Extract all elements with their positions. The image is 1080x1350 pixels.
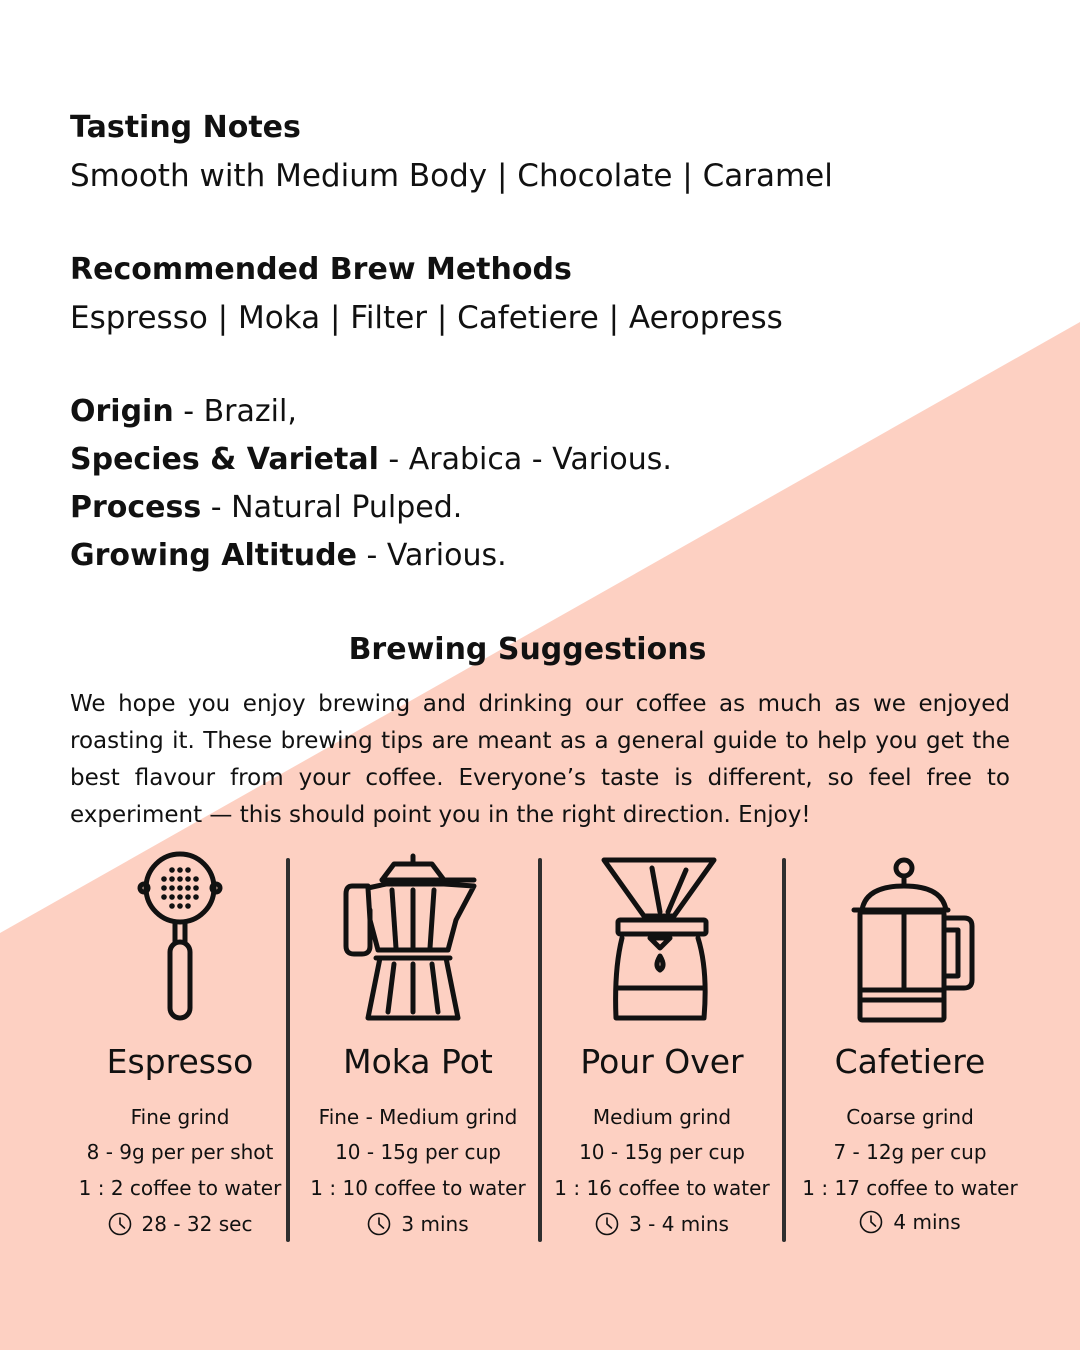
detail-value: - Arabica - Various. [378,442,672,477]
method-pour-over [542,850,782,1250]
method-time-row [542,1211,782,1237]
method-name: Pour Over [580,1042,744,1081]
detail-process [70,490,462,526]
method-ratio: 1 : 17 coffee to water [802,1176,1018,1200]
method-grind: Fine - Medium grind [318,1105,518,1129]
pour-over-icon [542,850,782,1030]
brewing-heading: Brewing Suggestions [348,632,707,667]
method-ratio: 1 : 16 coffee to water [554,1176,770,1200]
method-cafetiere [790,850,1030,1250]
method-time-row [298,1211,538,1237]
method-dose: 7 - 12g per cup [833,1140,987,1164]
tasting-notes-value: Smooth with Medium Body | Chocolate | Caramel [70,158,833,194]
method-grind: Fine grind [130,1105,230,1129]
brew-methods-heading: Recommended Brew Methods [70,252,572,287]
method-grind: Medium grind [592,1105,732,1129]
brew-methods-value: Espresso | Moka | Filter | Cafetiere | Aeropress [70,300,783,336]
method-name: Espresso [106,1042,254,1081]
detail-label: Growing Altitude [70,538,357,573]
detail-label: Process [70,490,202,525]
method-grind: Coarse grind [846,1105,974,1129]
clock-icon [595,1212,619,1236]
method-dose: 10 - 15g per cup [579,1140,745,1164]
method-time: 3 - 4 mins [629,1212,729,1236]
method-dose: 8 - 9g per per shot [86,1140,274,1164]
method-espresso [60,850,300,1250]
moka-pot-icon [298,850,538,1030]
column-divider [782,858,786,1242]
detail-value: - Brazil, [173,394,297,429]
method-time: 4 mins [893,1210,961,1234]
clock-icon [859,1210,883,1234]
detail-value: - Various. [356,538,507,573]
method-ratio: 1 : 10 coffee to water [310,1176,526,1200]
clock-icon [108,1212,132,1236]
column-divider [286,858,290,1242]
method-name: Cafetiere [834,1042,986,1081]
detail-species [70,442,672,478]
method-time: 28 - 32 sec [141,1212,253,1236]
method-ratio: 1 : 2 coffee to water [78,1176,282,1200]
brew-methods-grid [60,850,1020,1250]
method-moka-pot [298,850,538,1250]
detail-value: - Natural Pulped. [201,490,463,525]
clock-icon [367,1212,391,1236]
method-time-row [60,1211,300,1237]
method-dose: 10 - 15g per cup [335,1140,501,1164]
detail-label: Origin [70,394,174,429]
brewing-intro: We hope you enjoy brewing and drinking our coffee as much as we enjoyed roasting it. These brewing tips are meant as a general guide to help you get the best flavour from your coffee. Everyone’s taste is different, so feel free to experiment — this should point you in the right direction. Enjoy! [70,691,1010,828]
detail-origin [70,394,297,430]
method-time-row [790,1209,1030,1235]
french-press-icon [790,850,1030,1030]
method-time: 3 mins [401,1212,469,1236]
detail-altitude [70,538,507,574]
detail-label: Species & Varietal [70,442,379,477]
tasting-notes-heading: Tasting Notes [70,110,301,145]
method-name: Moka Pot [343,1042,493,1081]
portafilter-icon [60,850,300,1030]
